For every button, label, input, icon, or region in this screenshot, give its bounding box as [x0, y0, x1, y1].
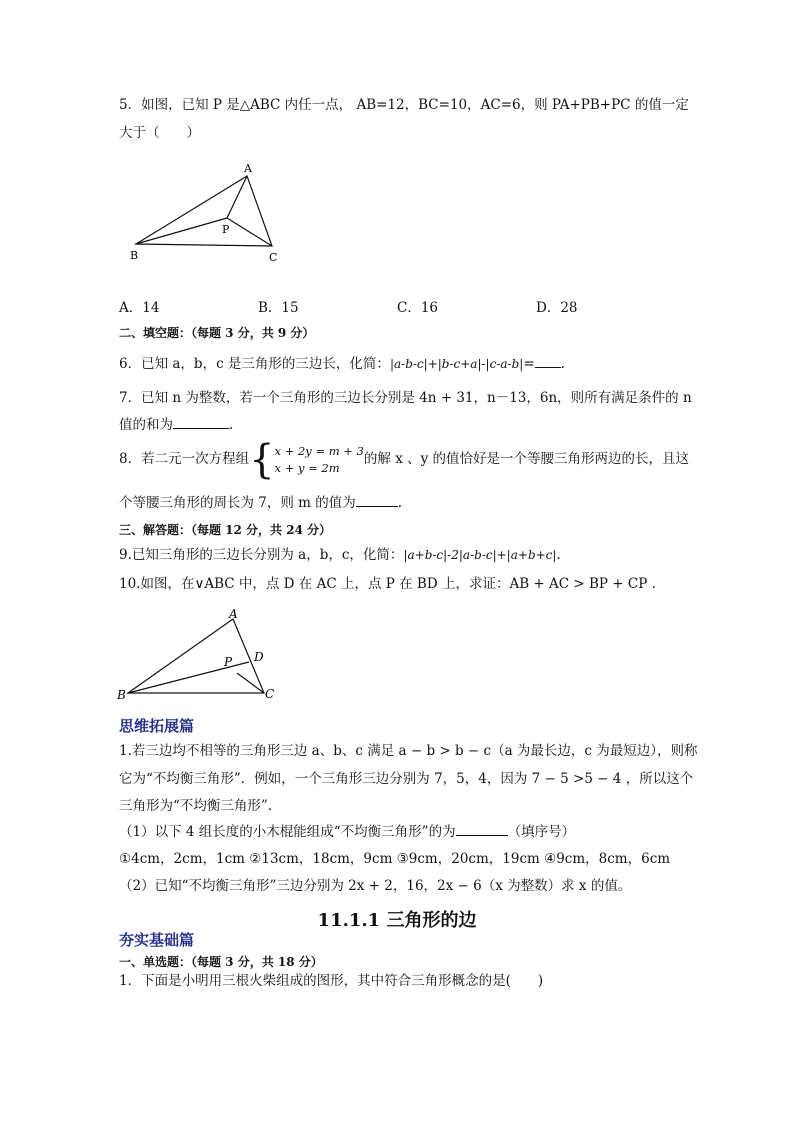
- q10-label-b: B: [117, 688, 126, 702]
- ext1-options: ①4cm，2cm，1cm ②13cm，18cm，9cm ③9cm，20cm，19cm ④9cm，8cm，6cm: [119, 851, 671, 867]
- q7-line2-pre: 值的和为: [119, 417, 173, 433]
- q1-line: 1．下面是小明用三根火柴组成的图形，其中符合三角形概念的是( ): [119, 973, 544, 989]
- q5-triangle-figure: [125, 160, 325, 270]
- q10-label-p: P: [224, 655, 233, 669]
- q9-line: [119, 546, 561, 564]
- q10-label-d: D: [254, 650, 264, 664]
- q6-end: .: [560, 356, 565, 372]
- q8-line1: [119, 436, 690, 483]
- q8-brace: {: [249, 436, 275, 483]
- section3-heading: 三、解答题：（每题 12 分，共 24 分）: [119, 523, 332, 537]
- thinking-heading: 思维拓展篇: [119, 717, 195, 735]
- q8-pre: 8．若二元一次方程组: [119, 451, 250, 467]
- q5-option-d: D．28: [536, 300, 578, 316]
- q8-eq2: x + y = 2m: [274, 460, 340, 475]
- ext1-line2: 它为“不均衡三角形”．例如，一个三角形三边分别为 7，5，4，因为 7 − 5 >5 − 4 ，所以这个: [119, 771, 694, 787]
- q8-eq1: x + 2y = m + 3: [274, 443, 364, 458]
- q7-blank: [173, 416, 229, 429]
- ext1-line1: 1.若三边均不相等的三角形三边 a、b、c 满足 a − b > b − c（a 为最长边，c 为最短边），则称: [119, 743, 698, 759]
- q5-line2: 大于（ ）: [119, 125, 200, 141]
- q6-post: =: [523, 356, 535, 372]
- q8-blank: [356, 494, 398, 507]
- q10-label-a: A: [229, 607, 238, 621]
- q5-label-a: A: [244, 162, 252, 175]
- q5-label-b: B: [130, 249, 139, 262]
- ext1-sub2: （2）已知“不均衡三角形”三边分别为 2x + 2，16，2x − 6（x 为整数）求 x 的值。: [119, 878, 632, 894]
- q8-line2-pre: 个等腰三角形的周长为 7，则 m 的值为: [119, 495, 356, 511]
- q8-system: [275, 443, 364, 477]
- q6-expr: |a-b-c|+|b-c+a|-|c-a-b|: [389, 357, 524, 371]
- q8-post: 的解 x 、y 的值恰好是一个等腰三角形两边的长，且这: [363, 451, 690, 467]
- q7-line2: [119, 416, 233, 434]
- ext1-sub1: [119, 823, 575, 841]
- section1-heading: 一、单选题：（每题 3 分，共 18 分）: [119, 955, 323, 969]
- q9-expr: |a+b-c|-2|a-b-c|+|a+b+c|: [403, 548, 557, 562]
- ext1-blank: [456, 823, 508, 836]
- q5-option-a: A．14: [119, 300, 160, 316]
- section2-heading: 二、填空题：（每题 3 分，共 9 分）: [119, 326, 315, 340]
- q8-line2-end: .: [397, 495, 403, 511]
- section-title: 11.1.1 三角形的边: [317, 910, 477, 931]
- q6-blank: [535, 355, 561, 368]
- q10-label-c: C: [265, 687, 275, 701]
- ext1-sub1-post: （填序号）: [507, 824, 576, 840]
- q5-line1: 5．如图，已知 P 是△ABC 内任一点， AB=12，BC=10，AC=6，则 PA+PB+PC 的值一定: [119, 97, 689, 113]
- q5-option-c: C．16: [397, 300, 439, 316]
- basic-heading: 夯实基础篇: [119, 931, 195, 949]
- q10-triangle-figure: [116, 606, 286, 706]
- q5-label-c: C: [269, 251, 278, 264]
- q7-line1: 7．已知 n 为整数，若一个三角形的三边长分别是 4n + 31，n－13，6n，则所有满足条件的 n: [119, 390, 692, 406]
- q5-option-b: B．15: [258, 300, 299, 316]
- q9-end: .: [556, 547, 561, 563]
- q9-pre: 9.已知三角形的三边长分别为 a，b，c，化简：: [119, 547, 404, 563]
- q5-label-p: P: [222, 223, 230, 236]
- q10-line: 10.如图，在∨ABC 中，点 D 在 AC 上，点 P 在 BD 上，求证：AB + AC > BP + CP .: [119, 576, 656, 592]
- ext1-line3: 三角形为“不均衡三角形”．: [119, 798, 282, 814]
- q7-line2-end: .: [229, 417, 234, 433]
- q6-pre: 6．已知 a，b，c 是三角形的三边长，化简：: [119, 356, 390, 372]
- q6-line: [119, 355, 565, 373]
- ext1-sub1-pre: （1）以下 4 组长度的小木棍能组成“不均衡三角形”的为: [119, 824, 456, 840]
- q8-line2: [119, 494, 402, 512]
